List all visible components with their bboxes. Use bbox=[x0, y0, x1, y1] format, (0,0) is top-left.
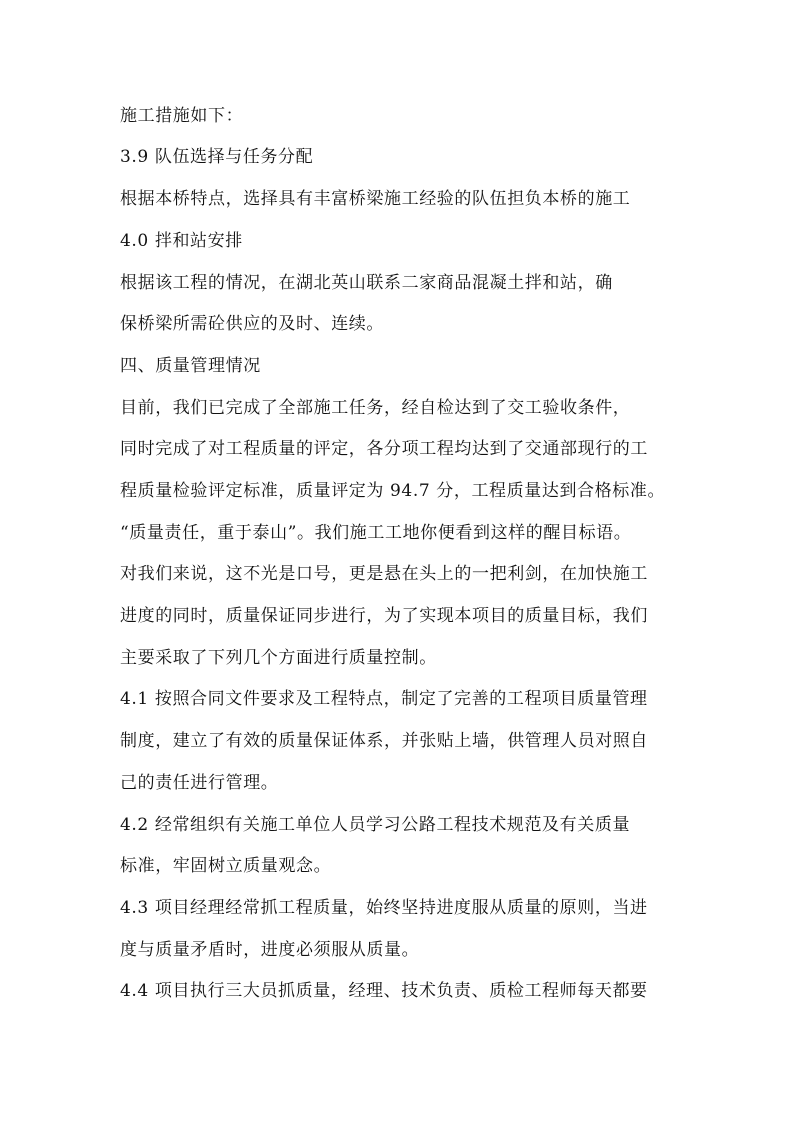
section-item-4-3: 4.3 项目经理经常抓工程质量，始终坚持进度服从质量的原则，当进 bbox=[120, 898, 648, 918]
text-line: 标准，牢固树立质量观念。 bbox=[120, 856, 332, 876]
section-heading-4-0: 4.0 拌和站安排 bbox=[120, 231, 243, 251]
text-line: 制度，建立了有效的质量保证体系，并张贴上墙，供管理人员对照自 bbox=[120, 731, 648, 751]
text-line: 目前，我们已完成了全部施工任务，经自检达到了交工验收条件， bbox=[120, 398, 631, 418]
section-heading-3-9: 3.9 队伍选择与任务分配 bbox=[120, 147, 314, 167]
text-line: 主要采取了下列几个方面进行质量控制。 bbox=[120, 648, 437, 668]
text-line: 对我们来说，这不光是口号，更是悬在头上的一把利剑，在加快施工 bbox=[120, 564, 648, 584]
text-line: 进度的同时，质量保证同步进行，为了实现本项目的质量目标，我们 bbox=[120, 606, 648, 626]
text-line: 程质量检验评定标准，质量评定为 94.7 分，工程质量达到合格标准。 bbox=[120, 481, 666, 501]
section-item-4-1: 4.1 按照合同文件要求及工程特点，制定了完善的工程项目质量管理 bbox=[120, 689, 648, 709]
text-line: “质量责任，重于泰山”。我们施工工地你便看到这样的醒目标语。 bbox=[120, 523, 632, 543]
text-line: 保桥梁所需砼供应的及时、连续。 bbox=[120, 314, 384, 334]
section-item-4-4: 4.4 项目执行三大员抓质量，经理、技术负责、质检工程师每天都要 bbox=[120, 981, 648, 1001]
text-line: 施工措施如下： bbox=[120, 106, 244, 126]
text-line: 己的责任进行管理。 bbox=[120, 773, 279, 793]
section-heading-4: 四、质量管理情况 bbox=[120, 356, 261, 376]
text-line: 度与质量矛盾时，进度必须服从质量。 bbox=[120, 940, 420, 960]
text-line: 根据本桥特点，选择具有丰富桥梁施工经验的队伍担负本桥的施工 bbox=[120, 189, 631, 209]
text-line: 同时完成了对工程质量的评定，各分项工程均达到了交通部现行的工 bbox=[120, 439, 648, 459]
text-line: 根据该工程的情况，在湖北英山联系二家商品混凝土拌和站，确 bbox=[120, 273, 613, 293]
section-item-4-2: 4.2 经常组织有关施工单位人员学习公路工程技术规范及有关质量 bbox=[120, 815, 631, 835]
